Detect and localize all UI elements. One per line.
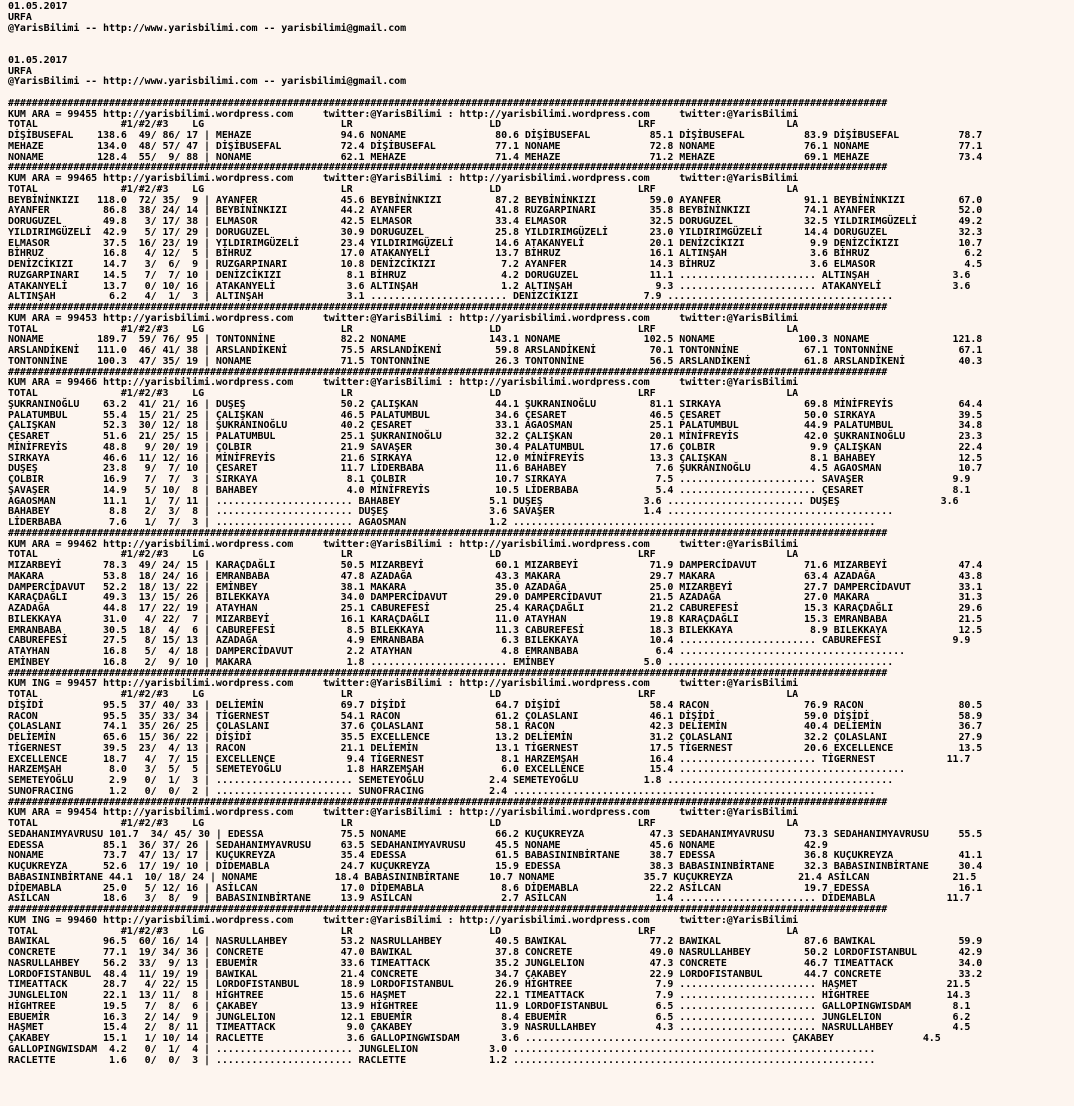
result-row: YILDIRIMGÜZELİ 42.9 5/ 17/ 29 | DORUGUZEL 30.9 DORUGUZEL 25.8 YILDIRIMGÜZELİ 23.0 YILDIRIMGÜZELİ 14.4 DORUGUZEL 32.3 — [8, 226, 983, 238]
result-row: ÇOLBIR 16.9 7/ 7/ 3 | SIRKAYA 8.1 ÇOLBIR 10.7 SIRKAYA 7.5 ....................... SAVAŞER 9.9 — [8, 474, 971, 485]
result-row: ALTINŞAH 6.2 4/ 1/ 3 | ALTINŞAH 3.1 ....................... DENİZCİKIZI 7.9 ...................................... — [8, 291, 894, 303]
column-header-line: TOTAL #1/#2/#3 LG LR LD LRF LA — [8, 119, 799, 131]
result-row: NONAME 128.4 55/ 9/ 88 | NONAME 62.1 MEHAZE 71.4 MEHAZE 71.2 MEHAZE 69.1 MEHAZE 73.4 — [8, 151, 983, 163]
result-row: MAKARA 53.8 18/ 24/ 16 | EMRANBABA 47.8 AZADAĞA 43.3 MAKARA 29.7 MAKARA 63.4 AZADAĞA 43.8 — [8, 570, 983, 582]
result-row: TONTONNİNE 100.3 47/ 35/ 19 | NONAME 71.5 TONTONNİNE 26.3 TONTONNİNE 56.5 ARSLANDİKENİ 61.8 ARSLANDİKENİ 40.3 — [8, 355, 983, 367]
column-header-line: TOTAL #1/#2/#3 LG LR LD LRF LA — [8, 818, 799, 829]
result-row: RACON 95.5 35/ 33/ 34 | TİGERNEST 54.1 RACON 61.2 ÇOLASLANI 46.1 DİŞİDİ 59.0 DİŞİDİ 58.9 — [8, 710, 983, 722]
result-row: BEYBİNİNKIZI 118.0 72/ 35/ 9 | AYANFER 45.6 BEYBİNİNKIZI 87.2 BEYBİNİNKIZI 59.0 AYANFER 91.1 BEYBİNİNKIZI 67.0 — [8, 194, 983, 206]
result-row: BAWIKAL 96.5 60/ 16/ 14 | NASRULLAHBEY 53.2 NASRULLAHBEY 40.5 BAWIKAL 77.2 BAWIKAL 87.6 BAWIKAL 59.9 — [8, 936, 983, 948]
result-row: ARSLANDİKENİ 111.0 46/ 41/ 38 | ARSLANDİKENİ 75.5 ARSLANDİKENİ 59.8 ARSLANDİKENİ 70.1 TONTONNİNE 67.1 TONTONNİNE 67.1 — [8, 345, 983, 356]
result-row: MİNİFREYİS 48.8 9/ 20/ 19 | ÇOLBIR 21.9 SAVAŞER 30.4 PALATUMBUL 17.6 ÇOLBIR 9.9 ÇALIŞKAN 22.4 — [8, 441, 983, 453]
result-row: ATAYHAN 16.8 5/ 4/ 18 | DAMPERCİDAVUT 2.2 ATAYHAN 4.8 EMRANBABA 6.4 ...................................... — [8, 646, 906, 657]
race-title-line: KUM ARA = 99462 http://yarisbilimi.wordpress.com twitter:@YarisBilimi : http://yarisbilimi.wordpress.com twitter:@YarisBilimi — [8, 538, 799, 550]
result-row: BABASININBİRTANE 44.1 10/ 18/ 24 | NONAME 18.4 BABASININBİRTANE 10.7 NONAME 35.7 KUÇUKREYZA 21.4 ASİLCAN 21.5 — [8, 871, 977, 883]
result-row: MEHAZE 134.0 48/ 57/ 47 | DİŞİBUSEFAL 72.4 DİŞİBUSEFAL 77.1 NONAME 72.8 NONAME 76.1 NONAME 77.1 — [8, 140, 983, 152]
result-row: SEDAHANIMYAVRUSU 101.7 34/ 45/ 30 | EDESSA 75.5 NONAME 66.2 KUÇUKREYZA 47.3 SEDAHANIMYAVRUSU 73.3 SEDAHANIMYAVRUSU 55.5 — [8, 828, 983, 840]
result-row: CABUREFESİ 27.5 8/ 15/ 13 | AZADAĞA 4.9 EMRANBABA 6.3 BILEKKAYA 10.4 ....................... CABUREFESİ 9.9 — [8, 635, 971, 647]
result-row: ÇALIŞKAN 52.3 30/ 12/ 18 | ŞUKRANINOĞLU 40.2 ÇESARET 33.1 AGAOSMAN 25.1 PALATUMBUL 44.9 PALATUMBUL 34.8 — [8, 420, 983, 432]
race-title-line: KUM ARA = 99466 http://yarisbilimi.wordpress.com twitter:@YarisBilimi : http://yarisbilimi.wordpress.com twitter:@YarisBilimi — [8, 377, 799, 389]
separator-line: #################################################################################################################################################### — [8, 366, 888, 378]
result-row: NONAME 189.7 59/ 76/ 95 | TONTONNİNE 82.2 NONAME 143.1 NONAME 102.5 NONAME 100.3 NONAME 121.8 — [8, 334, 983, 346]
result-row: ŞUKRANINOĞLU 63.2 41/ 21/ 16 | DUŞEŞ 50.2 ÇALIŞKAN 44.1 ŞUKRANINOĞLU 81.1 SIRKAYA 69.8 MİNİFREYİS 64.4 — [8, 398, 983, 410]
race-title-line: KUM ARA = 99454 http://yarisbilimi.wordpress.com twitter:@YarisBilimi : http://yarisbilimi.wordpress.com twitter:@YarisBilimi — [8, 807, 799, 819]
separator-line: #################################################################################################################################################### — [8, 796, 888, 808]
column-header-line: TOTAL #1/#2/#3 LG LR LD LRF LA — [8, 689, 799, 700]
result-row: CONCRETE 77.1 19/ 34/ 36 | CONCRETE 47.0 BAWIKAL 37.8 CONCRETE 49.0 NASRULLAHBEY 50.2 LORDOFISTANBUL 42.9 — [8, 947, 983, 958]
result-row: KARAÇDAĞLI 49.3 13/ 15/ 26 | BILEKKAYA 34.0 DAMPERCİDAVUT 29.0 DAMPERCİDAVUT 21.5 AZADAĞA 27.0 MAKARA 31.3 — [8, 592, 983, 604]
column-header-line: TOTAL #1/#2/#3 LG LR LD LRF LA — [8, 388, 799, 399]
result-row: ELMASOR 37.5 16/ 23/ 19 | YILDIRIMGÜZELİ 23.4 YILDIRIMGÜZELİ 14.6 ATAKANYELİ 20.1 DENİZCİKIZI 9.9 DENİZCİKIZI 10.7 — [8, 237, 983, 249]
race-title-line: KUM ING = 99457 http://yarisbilimi.wordpress.com twitter:@YarisBilimi : http://yarisbilimi.wordpress.com twitter:@YarisBilimi — [8, 678, 799, 690]
result-row: RUZGARPINARI 14.5 7/ 7/ 10 | DENİZCİKIZI 8.1 BİHRUZ 4.2 DORUGUZEL 11.1 ....................... ALTINŞAH 3.6 — [8, 269, 971, 281]
result-row: EMİNBEY 16.8 2/ 9/ 10 | MAKARA 1.8 ....................... EMİNBEY 5.0 ...................................... — [8, 656, 894, 668]
result-row: EMRANBABA 30.5 18/ 4/ 6 | CABUREFESİ 8.5 BILEKKAYA 11.3 CABUREFESİ 18.3 BILEKKAYA 8.9 BILEKKAYA 12.5 — [8, 624, 983, 636]
result-row: EBUEMİR 16.3 2/ 14/ 9 | JUNGLELION 12.1 EBUEMİR 8.4 EBUEMİR 6.5 ....................... JUNGLELION 6.2 — [8, 1011, 971, 1023]
result-row: DUŞEŞ 23.8 9/ 7/ 10 | ÇESARET 11.7 LİDERBABA 11.6 BAHABEY 7.6 ŞUKRANINOĞLU 4.5 AGAOSMAN 10.7 — [8, 463, 983, 475]
result-row: BİHRUZ 16.8 4/ 12/ 5 | BİHRUZ 17.0 ATAKANYELİ 13.7 BİHRUZ 16.1 ALTINŞAH 3.6 BİHRUZ 6.2 — [8, 248, 983, 260]
result-row: EDESSA 85.1 36/ 37/ 26 | SEDAHANIMYAVRUSU 63.5 SEDAHANIMYAVRUSU 45.5 NONAME 45.6 NONAME 42.9 — [8, 839, 828, 851]
result-row: ASİLCAN 18.6 3/ 8/ 9 | BABASININBİRTANE 13.9 ASİLCAN 2.7 ASİLCAN 1.4 ....................... DİDEMABLA 11.7 — [8, 893, 971, 905]
result-row: DİŞİBUSEFAL 138.6 49/ 86/ 17 | MEHAZE 94.6 NONAME 80.6 DİŞİBUSEFAL 85.1 DİŞİBUSEFAL 83.9 DİŞİBUSEFAL 78.7 — [8, 130, 983, 141]
result-row: ÇESARET 51.6 21/ 25/ 15 | PALATUMBUL 25.1 ŞUKRANINOĞLU 32.2 ÇALIŞKAN 20.1 MİNİFREYİS 42.0 ŞUKRANINOĞLU 23.3 — [8, 431, 983, 442]
header-line: URFA — [8, 65, 32, 77]
race-title-line: KUM ARA = 99455 http://yarisbilimi.wordpress.com twitter:@YarisBilimi : http://yarisbilimi.wordpress.com twitter:@YarisBilimi — [8, 108, 799, 120]
result-row: BAHABEY 8.8 2/ 3/ 8 | ....................... DUŞEŞ 3.6 SAVAŞER 1.4 ...................................... — [8, 506, 894, 518]
result-row: DENİZCİKIZI 14.7 3/ 6/ 9 | RUZGARPINARI 10.8 DENİZCİKIZI 7.2 AYANFER 14.3 BİHRUZ 3.6 ELMASOR 4.5 — [8, 259, 983, 270]
race-title-line: KUM ING = 99460 http://yarisbilimi.wordpress.com twitter:@YarisBilimi : http://yarisbilimi.wordpress.com twitter:@YarisBilimi — [8, 914, 799, 926]
separator-line: #################################################################################################################################################### — [8, 667, 888, 679]
result-row: PALATUMBUL 55.4 15/ 21/ 25 | ÇALIŞKAN 46.5 PALATUMBUL 34.6 ÇESARET 46.5 ÇESARET 50.0 SIRKAYA 39.5 — [8, 409, 983, 421]
result-row: AGAOSMAN 11.1 1/ 7/ 11 | ....................... BAHABEY 5.1 DUŞEŞ 3.6 ....................... DUŞEŞ 3.6 — [8, 495, 959, 507]
result-row: NASRULLAHBEY 56.2 33/ 9/ 13 | EBUEMİR 33.6 TIMEATTACK 35.2 JUNGLELION 47.3 CONCRETE 46.7 TIMEATTACK 34.0 — [8, 957, 983, 969]
result-row: AZADAĞA 44.8 17/ 22/ 19 | ATAYHAN 25.1 CABUREFESİ 25.4 KARAÇDAĞLI 21.2 CABUREFESİ 15.3 KARAÇDAĞLI 29.6 — [8, 603, 983, 614]
column-header-line: TOTAL #1/#2/#3 LG LR LD LRF LA — [8, 183, 799, 195]
result-row: GALLOPINGWISDAM 4.2 0/ 1/ 4 | ....................... JUNGLELION 3.0 ............................................................. — [8, 1043, 876, 1055]
header-line: @YarisBilimi -- http://www.yarisbilimi.com -- yarisbilimi@gmail.com — [8, 22, 407, 34]
header-line: 01.05.2017 — [8, 1, 68, 12]
result-row: ATAKANYELİ 13.7 0/ 10/ 16 | ATAKANYELİ 3.6 ALTINŞAH 1.2 ALTINŞAH 9.3 ....................... ATAKANYELİ 3.6 — [8, 280, 971, 292]
separator-line: #################################################################################################################################################### — [8, 97, 888, 109]
header-line: URFA — [8, 11, 32, 23]
result-row: SUNOFRACING 1.2 0/ 0/ 2 | ....................... SUNOFRACING 2.4 ............................................................. — [8, 785, 876, 797]
result-row: RACLETTE 1.6 0/ 0/ 3 | ....................... RACLETTE 1.2 ............................................................. — [8, 1054, 876, 1066]
header-line — [8, 34, 982, 45]
separator-line: #################################################################################################################################################### — [8, 527, 888, 539]
header-line: 01.05.2017 — [8, 54, 68, 66]
result-row: DELİEMİN 65.6 15/ 36/ 22 | DİŞİDİ 35.5 EXCELLENCE 13.2 DELİEMİN 31.2 ÇOLASLANI 32.2 ÇOLASLANI 27.9 — [8, 732, 983, 743]
result-row: MIZARBEYİ 78.3 49/ 24/ 15 | KARAÇDAĞLI 50.5 MIZARBEYİ 60.1 MIZARBEYİ 71.9 DAMPERCİDAVUT 71.6 MIZARBEYİ 47.4 — [8, 560, 983, 571]
result-row: LORDOFISTANBUL 48.4 11/ 19/ 19 | BAWIKAL 21.4 CONCRETE 34.7 ÇAKABEY 22.9 LORDOFISTANBUL 44.7 CONCRETE 33.2 — [8, 968, 983, 980]
result-row: HAŞMET 15.4 2/ 8/ 11 | TIMEATTACK 9.0 ÇAKABEY 3.9 NASRULLAHBEY 4.3 ....................... NASRULLAHBEY 4.5 — [8, 1022, 971, 1034]
result-row: DİŞİDİ 95.5 37/ 40/ 33 | DELİEMİN 69.7 DİŞİDİ 64.7 DİŞİDİ 58.4 RACON 76.9 RACON 80.5 — [8, 699, 983, 711]
header-line — [8, 45, 982, 56]
column-header-line: TOTAL #1/#2/#3 LG LR LD LRF LA — [8, 323, 799, 335]
result-row: ÇAKABEY 15.1 1/ 10/ 14 | RACLETTE 3.6 GALLOPINGWISDAM 3.6 ............................................ ÇAKABEY 4.5 — [8, 1033, 941, 1044]
result-row: EXCELLENCE 18.7 4/ 7/ 15 | EXCELLENCE 9.4 TİGERNEST 8.1 HARZEMŞAH 16.4 ....................... TİGERNEST 11.7 — [8, 753, 971, 765]
result-row: SEMETEYOĞLU 2.9 0/ 1/ 3 | ....................... SEMETEYOĞLU 2.4 SEMETEYOĞLU 1.8 ...................................... — [8, 775, 894, 786]
result-row: DİDEMABLA 25.0 5/ 12/ 16 | ASİLCAN 17.0 DİDEMABLA 8.6 DİDEMABLA 22.2 ASİLCAN 19.7 EDESSA 16.1 — [8, 882, 983, 894]
result-row: AYANFER 86.8 38/ 24/ 14 | BEYBİNİNKIZI 44.2 AYANFER 41.8 RUZGARPINARI 35.8 BEYBİNİNKIZI 74.1 AYANFER 52.0 — [8, 205, 983, 217]
result-row: TİGERNEST 39.5 23/ 4/ 13 | RACON 21.1 DELİEMİN 13.1 TİGERNEST 17.5 TİGERNEST 20.6 EXCELLENCE 13.5 — [8, 742, 983, 754]
separator-line: #################################################################################################################################################### — [8, 904, 888, 915]
result-row: ŞAVAŞER 14.9 5/ 10/ 8 | BAHABEY 4.0 MİNİFREYİS 10.5 LİDERBABA 5.4 ....................... ÇESARET 8.1 — [8, 484, 971, 496]
result-row: TIMEATTACK 28.7 4/ 22/ 15 | LORDOFISTANBUL 18.9 LORDOFISTANBUL 26.9 HİGHTREE 7.9 ....................... HAŞMET 21.5 — [8, 979, 971, 991]
result-row: BILEKKAYA 31.0 4/ 22/ 7 | MIZARBEYİ 16.1 KARAÇDAĞLI 11.0 ATAYHAN 19.8 KARAÇDAĞLI 15.3 EMRANBABA 21.5 — [8, 613, 983, 625]
race-title-line: KUM ARA = 99453 http://yarisbilimi.wordpress.com twitter:@YarisBilimi : http://yarisbilimi.wordpress.com twitter:@YarisBilimi — [8, 312, 799, 324]
result-row: KUÇUKREYZA 52.6 17/ 19/ 10 | DİDEMABLA 24.7 KUÇUKREYZA 15.9 EDESSA 38.3 BABASININBİRTANE 32.3 BABASININBİRTANE 30.4 — [8, 861, 983, 872]
result-row: SIRKAYA 46.6 11/ 12/ 16 | MİNİFREYİS 21.6 SIRKAYA 12.0 MİNİFREYİS 13.3 ÇALIŞKAN 8.1 BAHABEY 12.5 — [8, 452, 983, 464]
result-row: LİDERBABA 7.6 1/ 7/ 3 | ....................... AGAOSMAN 1.2 ............................................................. — [8, 517, 876, 528]
header-line: @YarisBilimi -- http://www.yarisbilimi.com -- yarisbilimi@gmail.com — [8, 76, 407, 88]
separator-line: #################################################################################################################################################### — [8, 162, 888, 174]
result-row: ÇOLASLANI 74.1 35/ 26/ 25 | ÇOLASLANI 37.6 ÇOLASLANI 58.1 RACON 42.3 DELİEMİN 40.4 DELİEMİN 36.7 — [8, 721, 983, 733]
column-header-line: TOTAL #1/#2/#3 LG LR LD LRF LA — [8, 549, 799, 561]
result-row: DORUGUZEL 49.8 3/ 17/ 38 | ELMASOR 42.5 ELMASOR 33.4 ELMASOR 32.5 DORUGUZEL 32.5 YILDIRIMGÜZELİ 49.2 — [8, 216, 983, 227]
separator-line: #################################################################################################################################################### — [8, 302, 888, 313]
result-row: HİGHTREE 19.5 7/ 8/ 6 | ÇAKABEY 13.9 HİGHTREE 11.9 LORDOFISTANBUL 6.5 ....................... GALLOPINGWISDAM 8.1 — [8, 1000, 971, 1012]
column-header-line: TOTAL #1/#2/#3 LG LR LD LRF LA — [8, 925, 799, 937]
race-title-line: KUM ARA = 99465 http://yarisbilimi.wordpress.com twitter:@YarisBilimi : http://yarisbilimi.wordpress.com twitter:@YarisBilimi — [8, 173, 799, 184]
result-row: JUNGLELION 22.1 13/ 11/ 8 | HİGHTREE 15.6 HAŞMET 22.1 TIMEATTACK 7.9 ....................... HİGHTREE 14.3 — [8, 990, 971, 1001]
result-row: NONAME 73.7 47/ 13/ 17 | KUÇUKREYZA 35.4 EDESSA 61.5 BABASININBİRTANE 38.7 EDESSA 36.8 KUÇUKREYZA 41.1 — [8, 850, 983, 862]
result-row: HARZEMŞAH 8.0 3/ 5/ 5 | SEMETEYOĞLU 1.8 HARZEMŞAH 6.0 EXCELLENCE 15.4 ...................................... — [8, 764, 906, 776]
result-row: DAMPERCİDAVUT 52.2 18/ 13/ 22 | EMİNBEY 38.1 MAKARA 35.0 AZADAĞA 25.0 MIZARBEYİ 27.7 DAMPERCİDAVUT 33.1 — [8, 581, 983, 593]
race-results-document — [8, 2, 982, 1066]
